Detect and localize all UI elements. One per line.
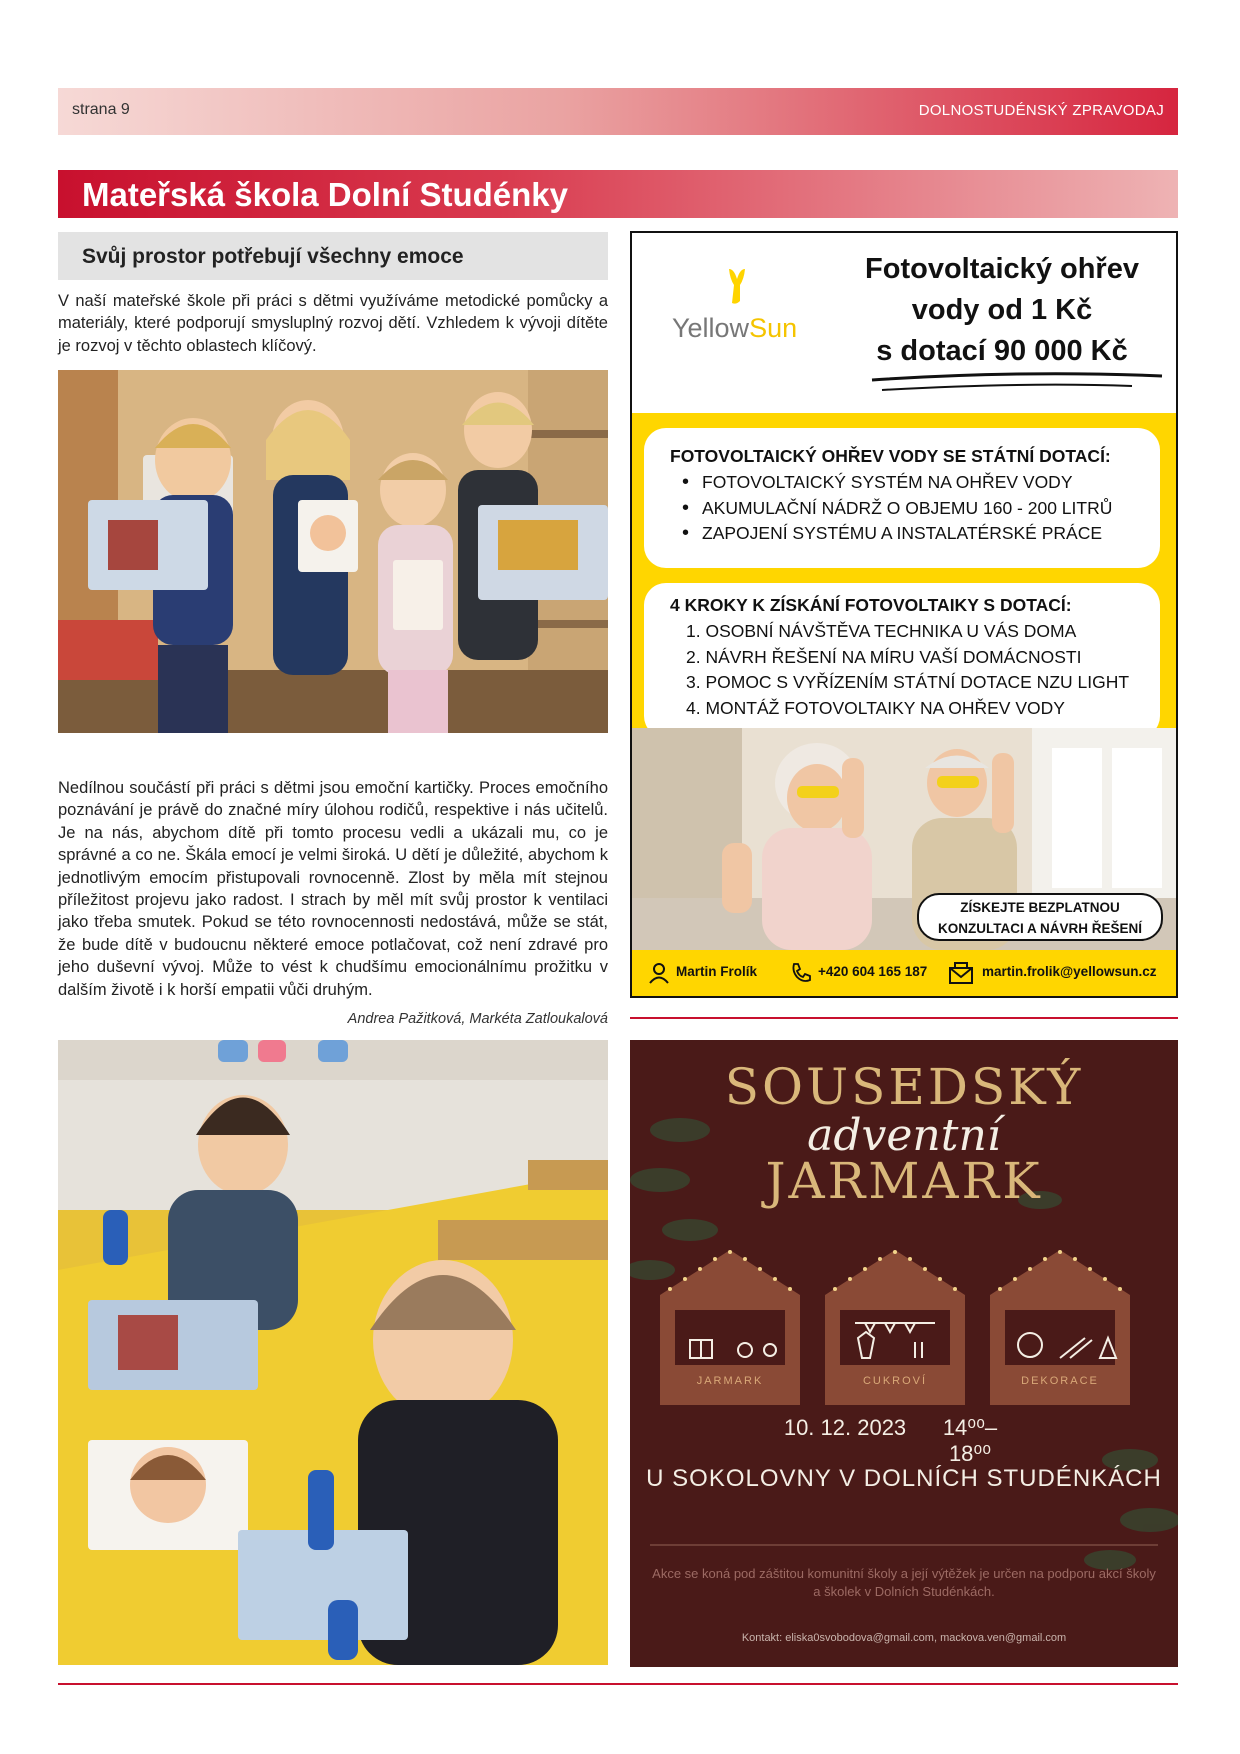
separator-right bbox=[630, 1017, 1178, 1019]
ad-steps-box bbox=[644, 583, 1160, 738]
stall-label: CUKROVÍ bbox=[862, 1375, 928, 1387]
children-glue-photo bbox=[58, 1040, 608, 1665]
headline-underline-swoosh bbox=[862, 368, 1172, 398]
benefits-title: FOTOVOLTAICKÝ OHŘEV VODY SE STÁTNÍ DOTACÍ: bbox=[670, 446, 1111, 466]
ad-headline-line-2: vody od 1 Kč bbox=[911, 294, 1093, 326]
publication-name: DOLNOSTUDÉNSKÝ ZPRAVODAJ bbox=[918, 102, 1164, 119]
article-subtitle-bar bbox=[58, 232, 608, 280]
poster-note: Akce se koná pod záštitou komunitní školy a její výtěžek je určen na podporu akcí školy a školek v Dolních Studénkách. bbox=[652, 1566, 1156, 1599]
advent-market-poster bbox=[630, 1040, 1178, 1667]
steps-title: 4 KROKY K ZÍSKÁNÍ FOTOVOLTAIKY S DOTACÍ: bbox=[670, 595, 1072, 615]
section-title: Mateřská škola Dolní Studénky bbox=[82, 176, 568, 213]
benefits-list bbox=[702, 470, 1112, 547]
step-item: 2. NÁVRH ŘEŠENÍ NA MÍRU VAŠÍ DOMÁCNOSTI bbox=[686, 646, 1082, 667]
ad-headline bbox=[852, 249, 1152, 372]
yellowsun-advertisement bbox=[630, 231, 1178, 998]
poster-title-top: SOUSEDSKÝ bbox=[724, 1058, 1084, 1116]
article-subtitle: Svůj prostor potřebují všechny emoce bbox=[82, 245, 464, 268]
contact-email-link[interactable]: martin.frolik@yellowsun.cz bbox=[982, 964, 1157, 979]
contact-phone-link[interactable]: +420 604 165 187 bbox=[818, 964, 928, 979]
article-body: Nedílnou součástí při práci s dětmi jsou emoční kartičky. Proces emočního poznávání je právě do značné míry úlohou rodičů, respektive i nás učitelů. Je na nás, abychom dítě při tomto procesu vedli a ukázali mu, co je správné a co ne. Škála emocí je velmi široká. U dětí je důležité, abychom k jednotlivým emocím přistupovali rovnocenně. Zlost by měla mít stejnou příležitost projevu jako radost. I strach by měl mít svůj prostor k ventilaci jako třeba smutek. Pokud se této rovnocennosti nedostává, může se stát, že bude dítě v budoucnu některé emoce potlačovat, což není zdravé pro jeho duševní vývoj. Může to vést k chudšímu emocionálnímu prožitku v dalším životě i k horší empatii vůči druhým. bbox=[58, 779, 608, 999]
person-icon bbox=[648, 962, 670, 984]
poster-title-script: adventní bbox=[807, 1110, 1001, 1161]
step-item: 3. POMOC S VYŘÍZENÍM STÁTNÍ DOTACE NZU LIGHT bbox=[686, 672, 1130, 692]
contact-name: Martin Frolík bbox=[676, 964, 758, 979]
cta-line-1: ZÍSKEJTE BEZPLATNOU bbox=[960, 900, 1120, 915]
email-icon bbox=[948, 960, 974, 986]
logo-text-sun: Sun bbox=[749, 313, 798, 343]
poster-time: 14⁰⁰– 18⁰⁰ bbox=[942, 1415, 998, 1466]
ad-contact-bar bbox=[632, 950, 1176, 996]
free-consultation-badge bbox=[917, 893, 1163, 941]
ad-benefits-box bbox=[644, 428, 1160, 568]
step-item: 4. MONTÁŽ FOTOVOLTAIKY NA OHŘEV VODY bbox=[686, 697, 1065, 718]
logo-text-yellow: Yellow bbox=[672, 313, 750, 343]
ad-headline-line-3: s dotací 90 000 Kč bbox=[876, 335, 1128, 367]
separator-bottom bbox=[58, 1683, 1178, 1685]
children-photo bbox=[58, 370, 608, 733]
phone-icon bbox=[789, 961, 813, 985]
stall-label: DEKORACE bbox=[1021, 1375, 1099, 1387]
step-item: 1. OSOBNÍ NÁVŠTĚVA TECHNIKA U VÁS DOMA bbox=[686, 621, 1077, 641]
yellowsun-logo bbox=[672, 261, 822, 361]
poster-contact: Kontakt: eliska0svobodova@gmail.com, mackova.ven@gmail.com bbox=[741, 1632, 1067, 1644]
benefit-item: • FOTOVOLTAICKÝ SYSTÉM NA OHŘEV VODY bbox=[702, 470, 1112, 496]
article-authors: Andrea Pažitková, Markéta Zatloukalová bbox=[347, 1011, 608, 1027]
page-header bbox=[58, 88, 1178, 135]
benefit-item: • AKUMULAČNÍ NÁDRŽ O OBJEMU 160 - 200 LITRŮ bbox=[702, 496, 1112, 522]
steps-list bbox=[686, 619, 1129, 721]
poster-title-bottom: JARMARK bbox=[765, 1152, 1043, 1210]
cta-line-2: KONZULTACI A NÁVRH ŘEŠENÍ bbox=[938, 921, 1142, 936]
benefit-item: • ZAPOJENÍ SYSTÉMU A INSTALATÉRSKÉ PRÁCE bbox=[702, 521, 1112, 547]
poster-place: U SOKOLOVNY V DOLNÍCH STUDÉNKÁCH bbox=[646, 1465, 1162, 1492]
stall-label: JARMARK bbox=[696, 1375, 764, 1387]
poster-date: 10. 12. 2023 bbox=[783, 1415, 907, 1440]
ad-headline-line-1: Fotovoltaický ohřev bbox=[865, 253, 1139, 285]
section-title-bar bbox=[58, 170, 1178, 218]
page-number: strana 9 bbox=[72, 101, 130, 118]
yellowsun-logo-icon bbox=[672, 261, 822, 311]
article-intro: V naší mateřské škole při práci s dětmi využíváme metodické pomůcky a materiály, které podporují smysluplný rozvoj dětí. Vzhledem k vývoji dítěte je rozvoj v těchto oblastech klíčový. bbox=[58, 292, 608, 355]
